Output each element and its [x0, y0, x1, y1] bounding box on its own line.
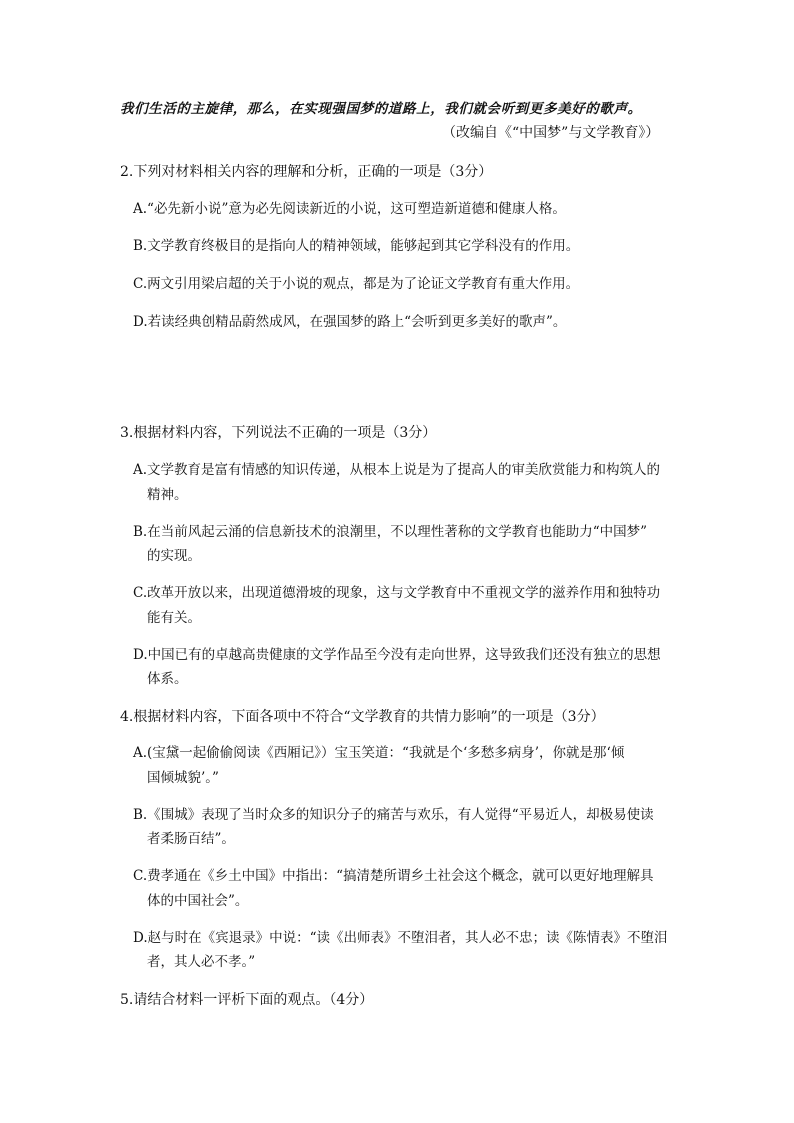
- question-4-option-c: C.费孝通在《乡土中国》中指出：“搞清楚所谓乡土社会这个概念，就可以更好地理解具: [133, 868, 654, 884]
- question-5-stem: 5.请结合材料一评析下面的观点。（4分）: [120, 992, 374, 1008]
- question-4-option-d-cont: 者，其人必不孝。”: [147, 954, 256, 970]
- question-3-option-b-cont: 的实现。: [147, 548, 201, 564]
- question-2-option-c: C.两文引用梁启超的关于小说的观点，都是为了论证文学教育有重大作用。: [133, 276, 580, 292]
- question-2-option-a: A.“必先新小说”意为必先阅读新近的小说，这可塑造新道德和健康人格。: [133, 201, 566, 217]
- question-2-option-b: B.文学教育终极目的是指向人的精神领域，能够起到其它学科没有的作用。: [133, 238, 580, 254]
- question-4-option-b-cont: 者柔肠百结”。: [147, 831, 235, 847]
- question-3-option-c-cont: 能有关。: [147, 610, 201, 626]
- question-4-option-c-cont: 体的中国社会”。: [147, 893, 249, 909]
- question-2-stem: 2.下列对材料相关内容的理解和分析，正确的一项是（3分）: [120, 164, 493, 180]
- question-4-option-a-cont: 国倾城貌’。”: [147, 770, 219, 786]
- question-3-option-a-cont: 精神。: [147, 487, 188, 503]
- question-4-option-a: A.(宝黛一起偷偷阅读《西厢记》）宝玉笑道：“我就是个‘多愁多病身’，你就是那‘倾: [133, 745, 625, 761]
- question-3-option-d: D.中国已有的卓越高贵健康的文学作品至今没有走向世界，这导致我们还没有独立的思想: [133, 647, 661, 663]
- source-citation: （改编自《“中国梦”与文学教育》）: [442, 125, 660, 141]
- question-3-stem: 3.根据材料内容，下列说法不正确的一项是（3分）: [120, 425, 437, 441]
- question-4-stem: 4.根据材料内容，下面各项中不符合“文学教育的共情力影响”的一项是（3分）: [120, 709, 605, 725]
- intro-line: 我们生活的主旋律，那么，在实现强国梦的道路上，我们就会听到更多美好的歌声。: [120, 101, 642, 117]
- question-3-option-b: B.在当前风起云涌的信息新技术的浪潮里，不以理性著称的文学教育也能助力“中国梦”: [133, 524, 648, 540]
- question-3-option-a: A.文学教育是富有情感的知识传递，从根本上说是为了提高人的审美欣赏能力和构筑人的: [133, 462, 661, 478]
- question-3-option-c: C.改革开放以来，出现道德滑坡的现象，这与文学教育中不重视文学的滋养作用和独特功: [133, 585, 661, 601]
- question-3-option-d-cont: 体系。: [147, 671, 188, 687]
- question-2-option-d: D.若读经典创精品蔚然成风，在强国梦的路上“会听到更多美好的歌声”。: [133, 314, 567, 330]
- question-4-option-b: B.《围城》表现了当时众多的知识分子的痛苦与欢乐，有人觉得“平易近人，却极易使读: [133, 807, 654, 823]
- question-4-option-d: D.赵与时在《宾退录》中说：“读《出师表》不堕泪者，其人必不忠；读《陈情表》不堕泪: [133, 930, 668, 946]
